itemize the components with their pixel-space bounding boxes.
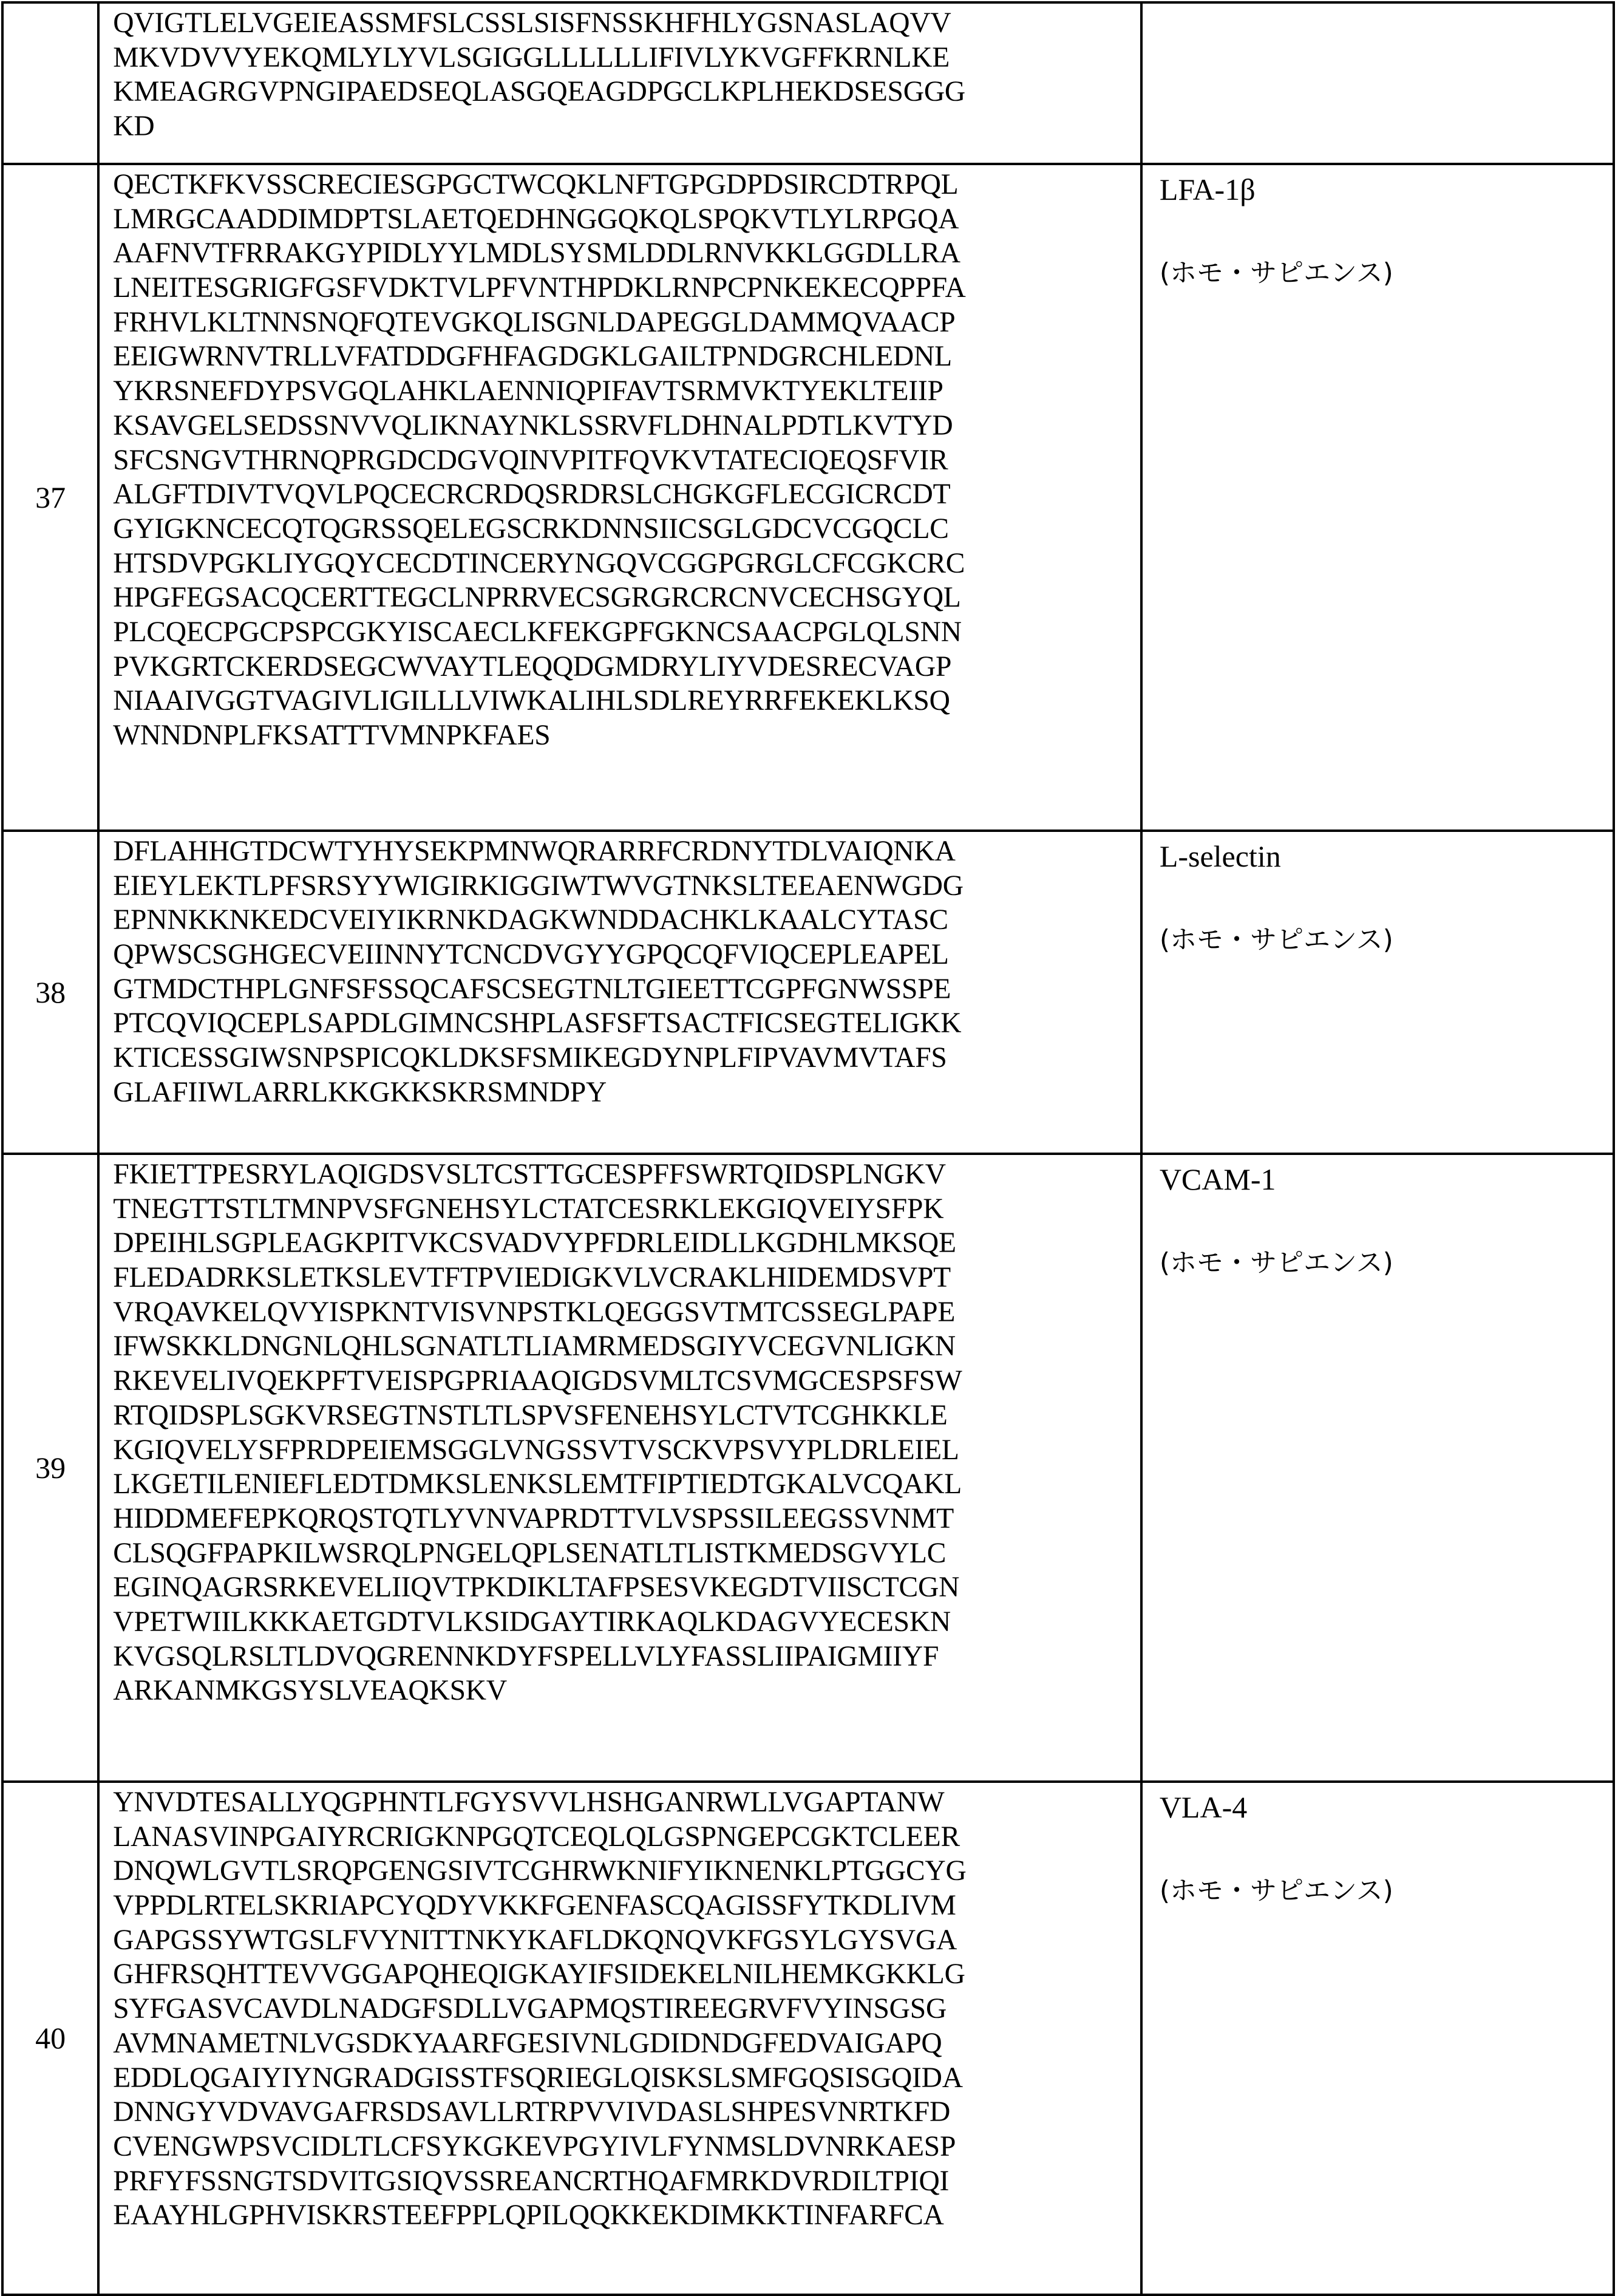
sequence-number-cell [2, 1782, 98, 2295]
sequence-line: LMRGCAADDIMDPTSLAETQEDHNGGQKQLSPQKVTLYLRPGQA [113, 203, 959, 235]
sequence-cell [98, 1782, 1141, 2295]
sequence-table [1, 1, 1615, 2296]
sequence-line: EEIGWRNVTRLLVFATDDGFHFAGDGKLGAILTPNDGRCHLEDNL [113, 341, 952, 373]
sequence-line: KVGSQLRSLTLDVQGRENNKDYFSPELLVLYFASSLIIPAIGMIIYF [113, 1640, 939, 1672]
sequence-number: 37 [35, 480, 66, 514]
sequence-line: PTCQVIQCEPLSAPDLGIMNCSHPLASFSFTSACTFICSEGTELIGKK [113, 1007, 962, 1040]
table-row [2, 1154, 1614, 1782]
species-name: (ホモ・サピエンス) [1159, 257, 1393, 288]
protein-cell [1141, 164, 1614, 831]
sequence-line: VPPDLRTELSKRIAPCYQDYVKKFGENFASCQAGISSFYTKDLIVM [113, 1890, 956, 1922]
sequence-line: LNEITESGRIGFGSFVDKTVLPFVNTHPDKLRNPCPNKEKECQPPFA [113, 272, 966, 304]
species-name: (ホモ・サピエンス) [1159, 1875, 1393, 1906]
sequence-line: KSAVGELSEDSSNVVQLIKNAYNKLSSRVFLDHNALPDTLKVTYD [113, 409, 953, 441]
sequence-line: AAFNVTFRRAKGYPIDLYYLMDLSYSMLDDLRNVKKLGGDLLRA [113, 237, 960, 270]
protein-cell [1141, 1154, 1614, 1782]
sequence-line: DFLAHHGTDCWTYHYSEKPMNWQRARRFCRDNYTDLVAIQNKA [113, 836, 956, 867]
sequence-line: PRFYFSSNGTSDVITGSIQVSSREANCRTHQAFMRKDVRDILTPIQI [113, 2165, 950, 2197]
sequence-line: RTQIDSPLSGKVRSEGTNSTLTLSPVSFENEHSYLCTVTCGHKKLE [113, 1399, 948, 1431]
protein-cell [1141, 831, 1614, 1154]
sequence-line: KD [113, 111, 155, 143]
sequence-number-cell [2, 831, 98, 1154]
sequence-line: RKEVELIVQEKPFTVEISPGPRIAAQIGDSVMLTCSVMGCESPSFSW [113, 1365, 962, 1397]
sequence-line: TNEGTTSTLTMNPVSFGNEHSYLCTATCESRKLEKGIQVEIYSFPK [113, 1193, 944, 1225]
protein-cell [1141, 1782, 1614, 2295]
sequence-line: EAAYHLGPHVISKRSTEEFPPLQPILQQKKEKDIMKKTINFARFCA [113, 2199, 944, 2232]
sequence-line: VPETWIILKKKAETGDTVLKSIDGAYTIRKAQLKDAGVYECESKN [113, 1606, 951, 1638]
sequence-number-cell [2, 2, 98, 164]
protein-name: VLA-4 [1159, 1790, 1248, 1824]
sequence-number-cell [2, 1154, 98, 1782]
sequence-line: ALGFTDIVTVQVLPQCECRCRDQSRDRSLCHGKGFLECGICRCDT [113, 479, 951, 511]
sequence-line: GHFRSQHTTEVVGGAPQHEQIGKAYIFSIDEKELNILHEMKGKKLG [113, 1958, 965, 1991]
sequence-line: DPEIHLSGPLEAGKPITVKCSVADVYPFDRLEIDLLKGDHLMKSQE [113, 1227, 956, 1259]
sequence-line: LANASVINPGAIYRCRIGKNPGQTCEQLQLGSPNGEPCGKTCLEER [113, 1821, 960, 1853]
sequence-line: YKRSNEFDYPSVGQLAHKLAENNIQPIFAVTSRMVKTYEKLTEIIP [113, 375, 943, 407]
sequence-number: 39 [35, 1450, 66, 1485]
sequence-line: HIDDMEFEPKQRQSTQTLYVNVAPRDTTVLVSPSSILEEGSSVNMT [113, 1502, 954, 1535]
sequence-line: NIAAIVGGTVAGIVLIGILLLVIWKALIHLSDLREYRRFEKEKLKSQ [113, 685, 950, 717]
sequence-line: YNVDTESALLYQGPHNTLFGYSVVLHSHGANRWLLVGAPTANW [113, 1787, 945, 1818]
sequence-cell [98, 2, 1141, 164]
sequence-line: HTSDVPGKLIYGQYCECDTINCERYNGQVCGGPGRGLCFCGKCRC [113, 547, 965, 579]
protein-name: L-selectin [1159, 839, 1281, 873]
species-name: (ホモ・サピエンス) [1159, 924, 1393, 955]
sequence-line: DNNGYVDVAVGAFRSDSAVLLRTRPVVIVDASLSHPESVNRTKFD [113, 2096, 951, 2128]
sequence-line: HPGFEGSACQCERTTEGCLNPRRVECSGRGRCRCNVCECHSGYQL [113, 582, 961, 614]
table-row [2, 2, 1614, 164]
sequence-line: SYFGASVCAVDLNADGFSDLLVGAPMQSTIREEGRVFVYINSGSG [113, 1993, 947, 2025]
sequence-line: GYIGKNCECQTQGRSSQELEGSCRKDNNSIICSGLGDCVCGQCLC [113, 513, 949, 545]
sequence-line: WNNDNPLFKSATTTVMNPKFAES [113, 720, 551, 751]
sequence-number-cell [2, 164, 98, 831]
sequence-line: FRHVLKLTNNSNQFQTEVGKQLISGNLDAPEGGLDAMMQVAACP [113, 306, 956, 338]
sequence-line: FLEDADRKSLETKSLEVTFTPVIEDIGKVLVCRAKLHIDEMDSVPT [113, 1262, 951, 1294]
sequence-cell [98, 1154, 1141, 1782]
sequence-line: EIEYLEKTLPFSRSYYWIGIRKIGGIWTWVGTNKSLTEEAENWGDG [113, 870, 964, 902]
table-row [2, 164, 1614, 831]
table-row [2, 1782, 1614, 2295]
sequence-line: GLAFIIWLARRLKKGKKSKRSMNDPY [113, 1076, 607, 1108]
sequence-line: KTICESSGIWSNPSPICQKLDKSFSMIKEGDYNPLFIPVAVMVTAFS [113, 1042, 947, 1074]
sequence-line: QVIGTLELVGEIEASSMFSLCSSLSISFNSSKHFHLYGSNASLAQVV [113, 7, 951, 39]
sequence-line: PLCQECPGCPSPCGKYISCAECLKFEKGPFGKNCSAACPGLQLSNN [113, 616, 962, 648]
sequence-line: EDDLQGAIYIYNGRADGISSTFSQRIEGLQISKSLSMFGQSISGQIDA [113, 2062, 963, 2094]
protein-name: LFA-1β [1159, 172, 1256, 206]
protein-cell [1141, 2, 1614, 164]
sequence-line: MKVDVVYEKQMLYLYVLSGIGGLLLLLLIFIVLYKVGFFKRNLKE [113, 41, 950, 73]
sequence-number: 40 [35, 2021, 66, 2055]
sequence-line: PVKGRTCKERDSEGCWVAYTLEQQDGMDRYLIYVDESRECVAGP [113, 650, 952, 683]
sequence-line: SFCSNGVTHRNQPRGDCDGVQINVPITFQVKVTATECIQEQSFVIR [113, 444, 948, 476]
sequence-line: GTMDCTHPLGNFSFSSQCAFSCSEGTNLTGIEETTCGPFGNWSSPE [113, 973, 951, 1005]
sequence-line: GAPGSSYWTGSLFVYNITTNKYKAFLDKQNQVKFGSYLGYSVGA [113, 1924, 957, 1956]
sequence-cell [98, 164, 1141, 831]
sequence-line: LKGETILENIEFLEDTDMKSLENKSLEMTFIPTIEDTGKALVCQAKL [113, 1468, 962, 1501]
sequence-line: FKIETTPESRYLAQIGDSVSLTCSTTGCESPFFSWRTQIDSPLNGKV [113, 1159, 946, 1190]
sequence-line: EGINQAGRSRKEVELIIQVTPKDIKLTAFPSESVKEGDTVIISCTCGN [113, 1572, 960, 1604]
sequence-line: QECTKFKVSSCRECIESGPGCTWCQKLNFTGPGDPDSIRCDTRPQL [113, 169, 959, 200]
species-name: (ホモ・サピエンス) [1159, 1247, 1393, 1278]
table-row [2, 831, 1614, 1154]
sequence-line: AVMNAMETNLVGSDKYAARFGESIVNLGDIDNDGFEDVAIGAPQ [113, 2027, 942, 2059]
sequence-line: DNQWLGVTLSRQPGENGSIVTCGHRWKNIFYIKNENKLPTGGCYG [113, 1855, 967, 1887]
sequence-line: CLSQGFPAPKILWSRQLPNGELQPLSENATLTLISTKMEDSGVYLC [113, 1537, 947, 1569]
sequence-number: 38 [35, 975, 66, 1009]
sequence-line: ARKANMKGSYSLVEAQKSKV [113, 1675, 508, 1707]
sequence-line: IFWSKKLDNGNLQHLSGNATLTLIAMRMEDSGIYVCEGVNLIGKN [113, 1330, 956, 1363]
sequence-line: KGIQVELYSFPRDPEIEMSGGLVNGSSVTVSCKVPSVYPLDRLEIEL [113, 1434, 959, 1466]
sequence-line: CVENGWPSVCIDLTLCFSYKGKEVPGYIVLFYNMSLDVNRKAESP [113, 2130, 956, 2162]
sequence-line: QPWSCSGHGECVEIINNYTCNCDVGYYGPQCQFVIQCEPLEAPEL [113, 939, 949, 971]
protein-name: VCAM-1 [1159, 1162, 1276, 1196]
sequence-cell [98, 831, 1141, 1154]
sequence-line: EPNNKKNKEDCVEIYIKRNKDAGKWNDDACHKLKAALCYTASC [113, 904, 948, 936]
sequence-line: KMEAGRGVPNGIPAEDSEQLASGQEAGDPGCLKPLHEKDSESGGG [113, 76, 966, 108]
sequence-line: VRQAVKELQVYISPKNTVISVNPSTKLQEGGSVTMTCSSEGLPAPE [113, 1296, 956, 1328]
